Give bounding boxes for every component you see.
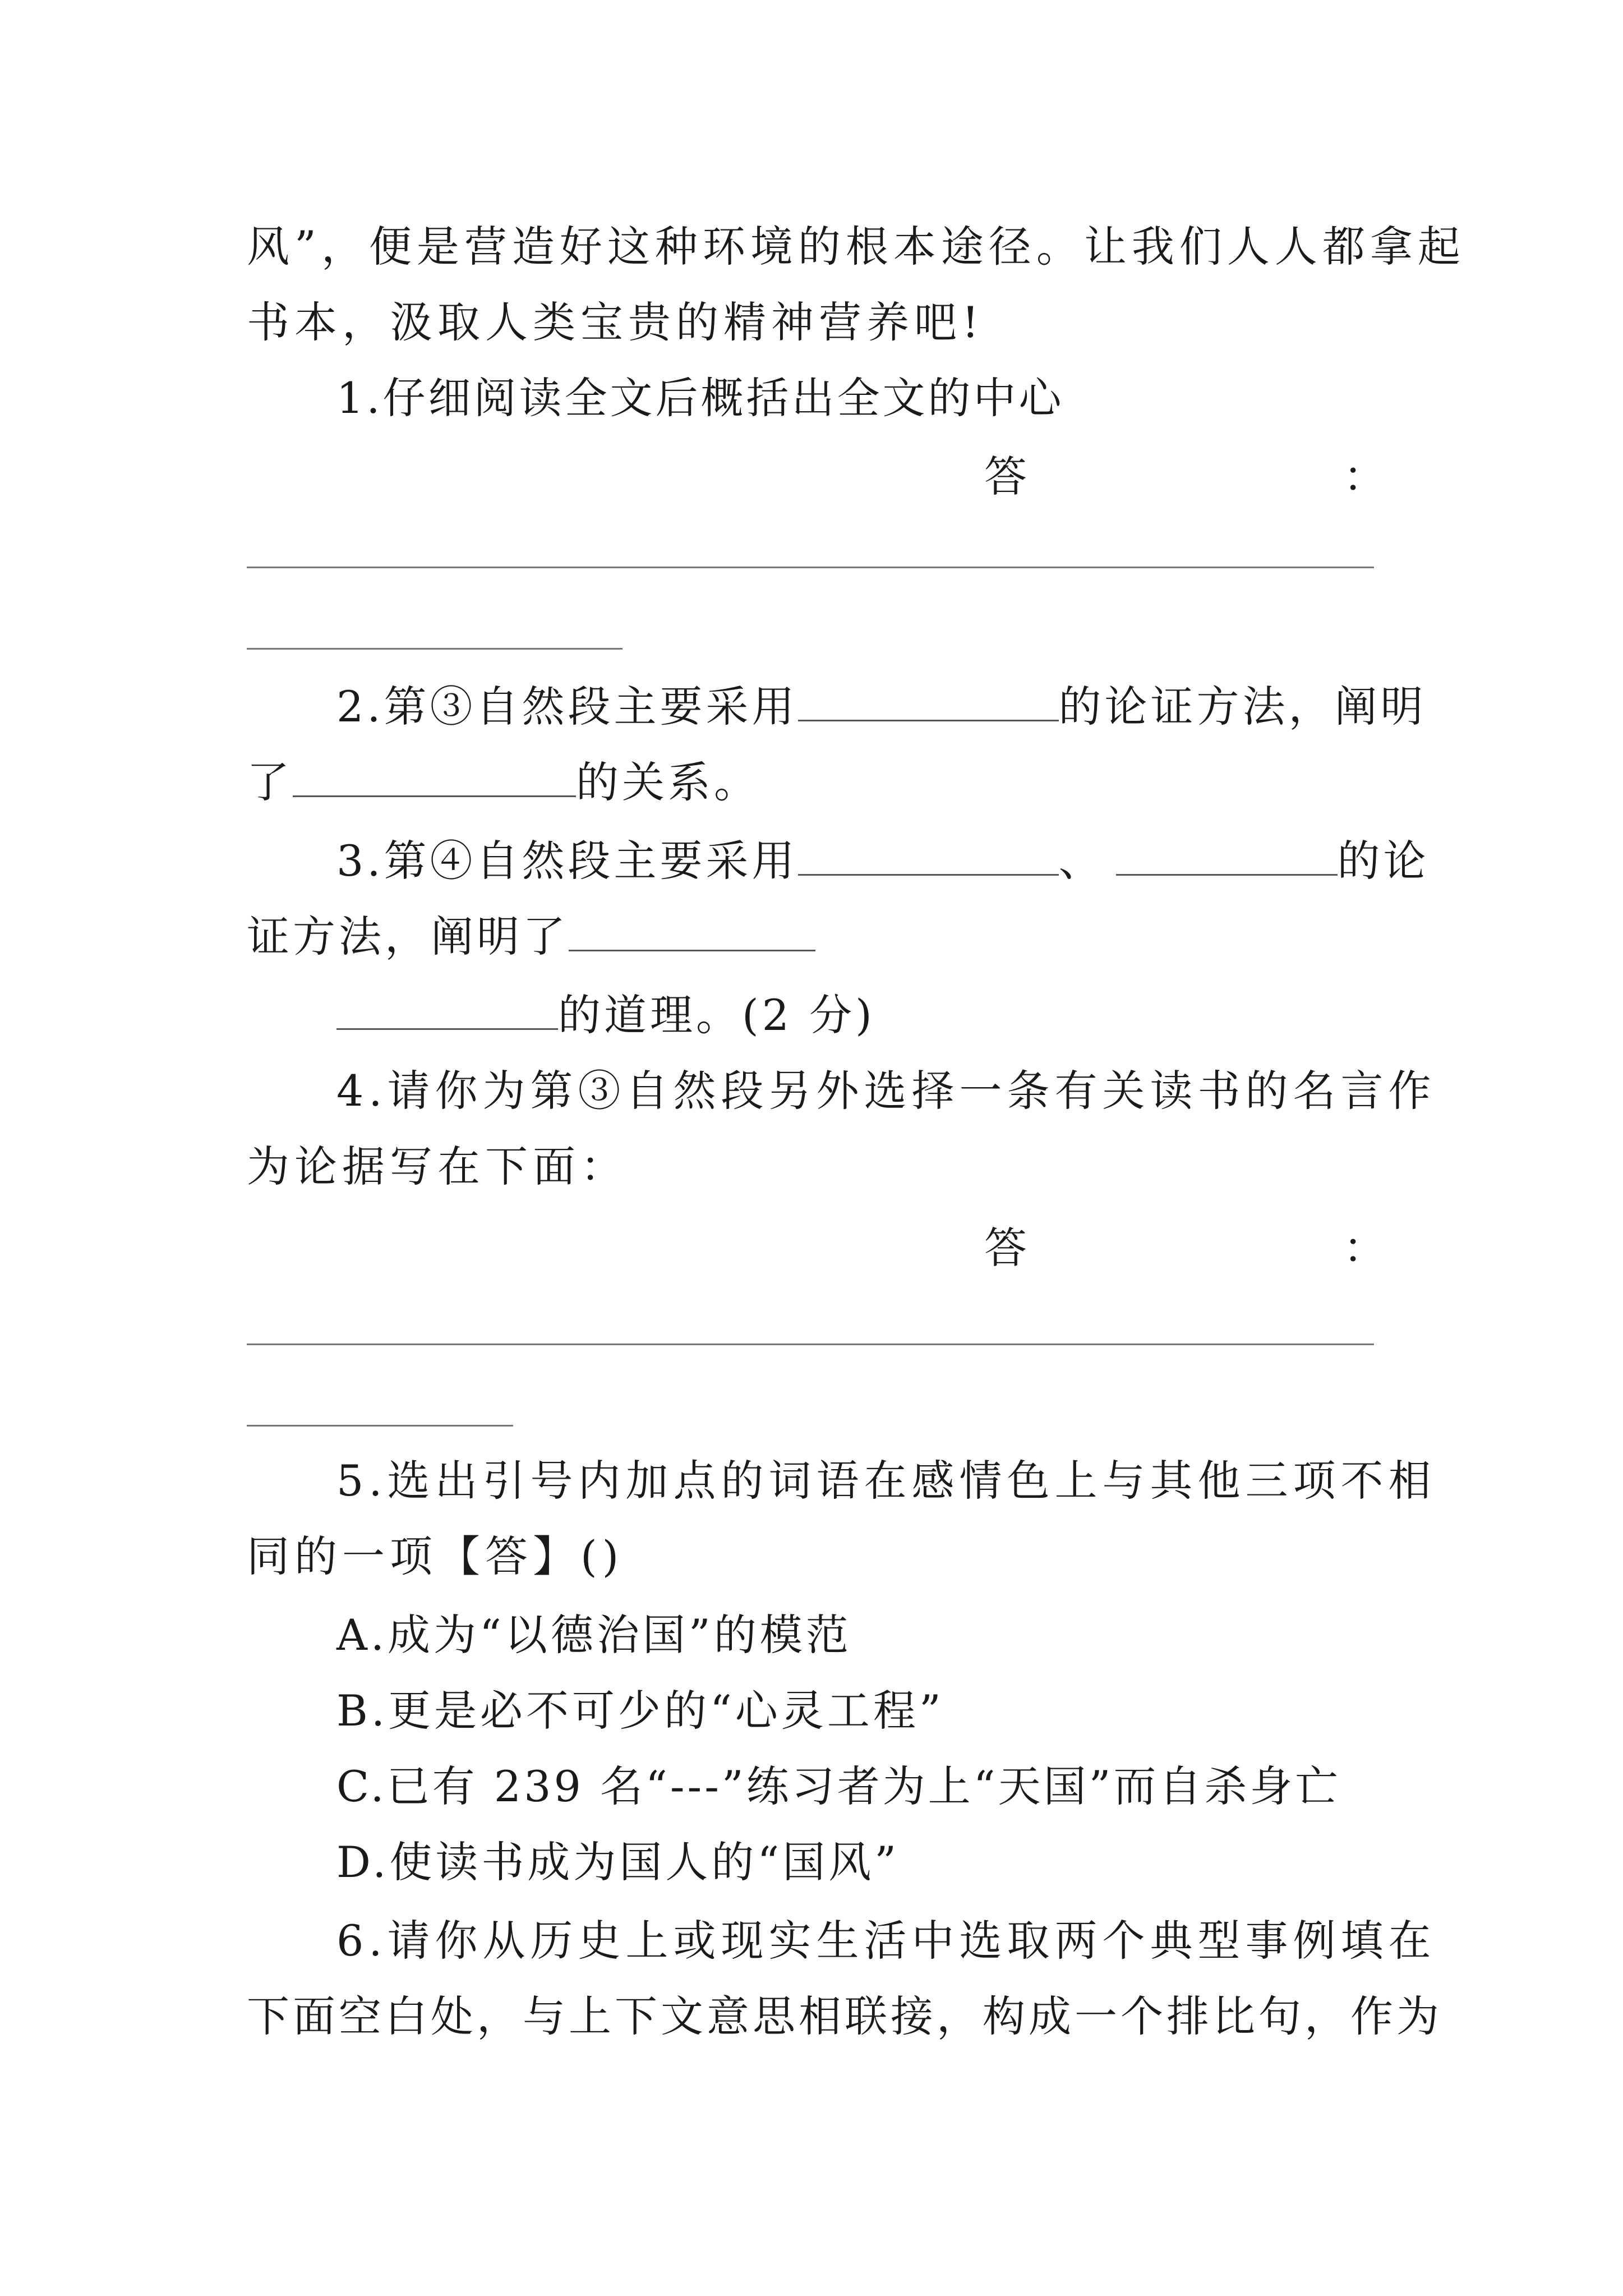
question-text: 、: [1058, 836, 1105, 886]
question-text: 3.第④自然段主要采用: [336, 836, 798, 886]
question-text: 的关系。: [576, 757, 760, 807]
paragraph-line: 书本，汲取人类宝贵的精神营养吧!: [247, 297, 984, 347]
option-d: D.使读书成为国人的“国风”: [336, 1837, 900, 1887]
answer-line[interactable]: [247, 567, 1374, 568]
fill-blank[interactable]: [336, 989, 558, 1030]
answer-label: 答: [984, 1223, 1027, 1273]
question-text: 的论: [1337, 836, 1430, 886]
fill-blank[interactable]: [798, 680, 1059, 721]
question-2: [336, 679, 1427, 735]
question-4-cont: 为论据写在下面：: [247, 1142, 628, 1191]
answer-line[interactable]: [247, 1343, 1374, 1345]
paragraph-line: 风”，便是营造好这种环境的根本途径。让我们人人都拿起: [247, 222, 1465, 272]
question-5: 5.选出引号内加点的词语在感情色上与其他三项不相: [336, 1456, 1436, 1506]
answer-label: 答: [984, 452, 1027, 501]
fill-blank[interactable]: [293, 756, 576, 797]
question-text: 2.第③自然段主要采用: [336, 682, 798, 731]
answer-colon: ：: [1343, 452, 1386, 501]
question-text: 的论证方法，阐明: [1058, 682, 1427, 731]
question-3-cont: [247, 909, 815, 965]
question-4: 4.请你为第③自然段另外选择一条有关读书的名言作: [336, 1066, 1436, 1116]
question-1: 1.仔细阅读全文后概括出全文的中心: [336, 373, 1064, 423]
fill-blank[interactable]: [798, 835, 1059, 876]
question-6: 6.请你从历史上或现实生活中选取两个典型事例填在: [336, 1916, 1436, 1966]
question-3-cont: [336, 987, 875, 1043]
question-text: 证方法，阐明了: [247, 912, 569, 961]
answer-colon: ：: [1343, 1223, 1386, 1273]
fill-blank[interactable]: [569, 910, 815, 951]
answer-line[interactable]: [247, 1425, 513, 1427]
question-text: 了: [247, 757, 293, 807]
option-b: B.更是必不可少的“心灵工程”: [336, 1686, 944, 1736]
question-text: 的道理。(2 分): [558, 990, 875, 1040]
answer-line[interactable]: [247, 648, 623, 650]
question-2-cont: [247, 754, 760, 811]
question-3: [336, 833, 1430, 889]
question-5-cont: 同的一项【答】(): [247, 1531, 624, 1581]
option-a: A.成为“以德治国”的模范: [336, 1610, 852, 1660]
fill-blank[interactable]: [1116, 835, 1338, 876]
question-6-cont: 下面空白处，与上下文意思相联接，构成一个排比句，作为: [247, 1991, 1442, 2041]
option-c: C.已有 239 名“---”练习者为上“天国”而自杀身亡: [336, 1761, 1341, 1811]
